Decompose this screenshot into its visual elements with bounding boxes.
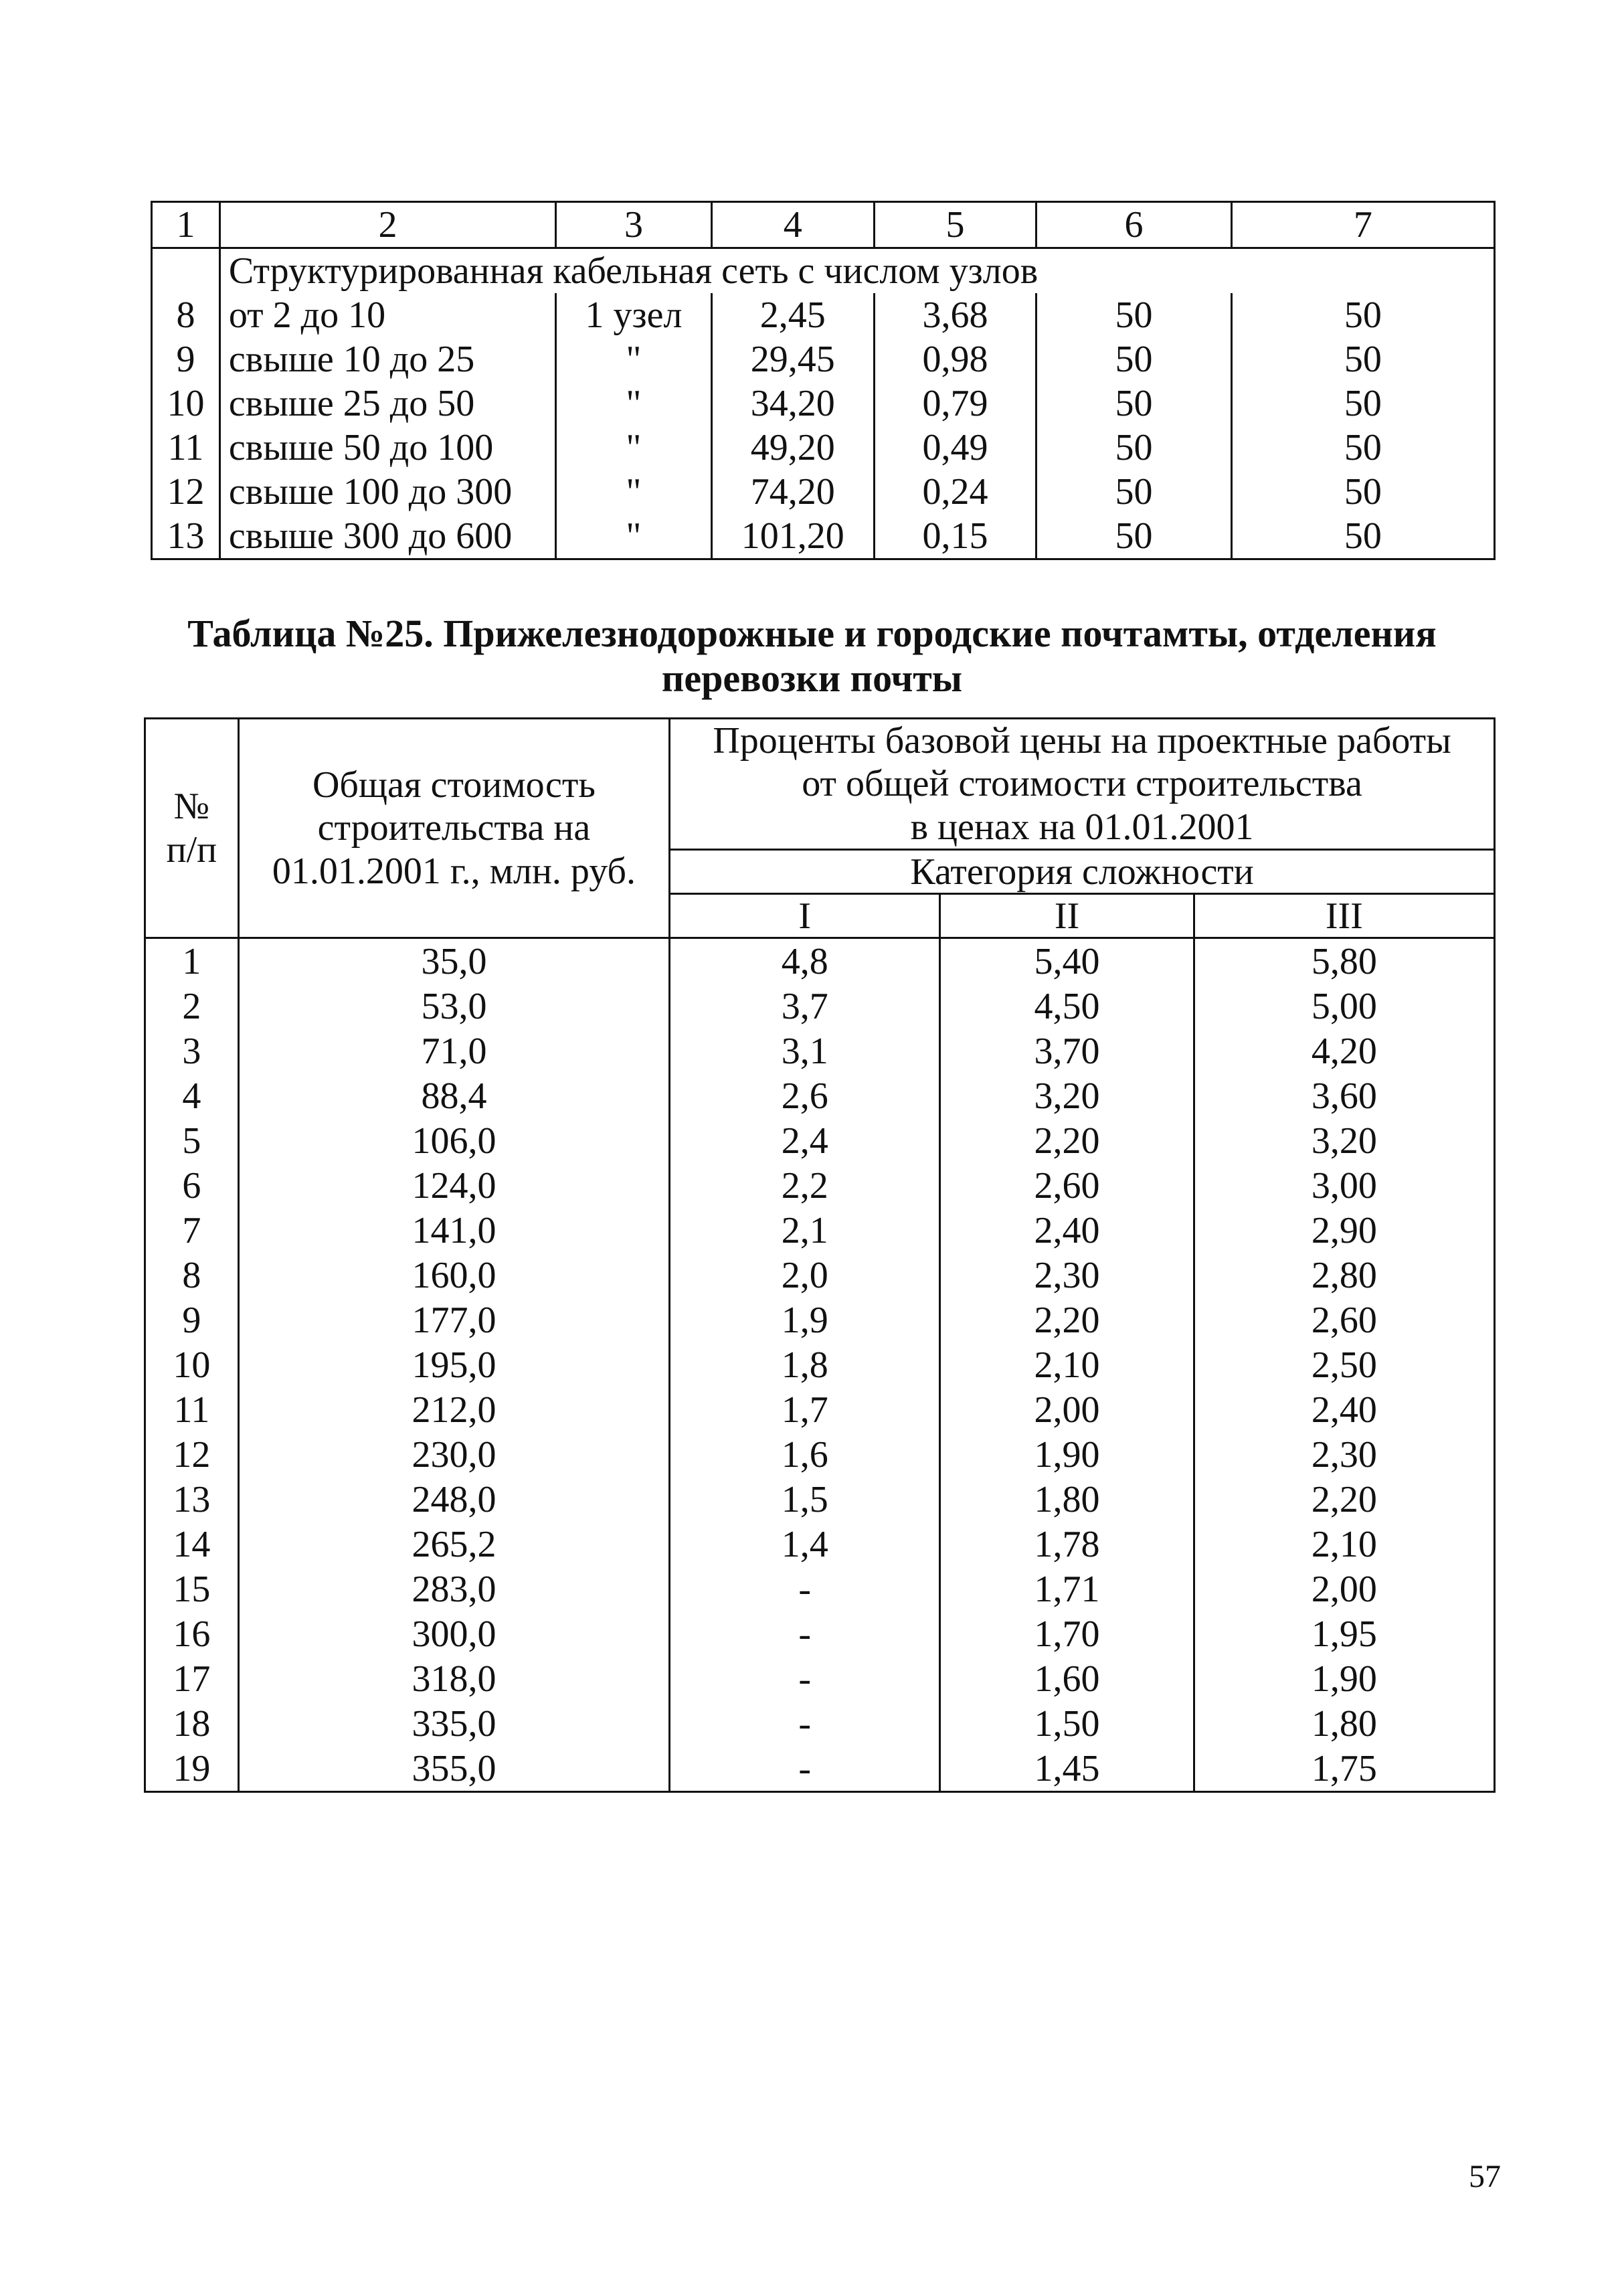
table-row <box>145 1253 1495 1298</box>
table-cell: 1,4 <box>670 1522 940 1567</box>
header-category-3: III <box>1194 894 1494 938</box>
table-cell: 124,0 <box>238 1163 669 1208</box>
header-cost-line-1: Общая стоимость <box>312 764 596 806</box>
table-title-line-1: Таблица №25. Прижелезнодорожные и городские почтамты, отделения <box>187 612 1437 655</box>
table-cell: 12 <box>152 470 220 514</box>
table-row <box>145 984 1495 1029</box>
table-cell: от 2 до 10 <box>219 293 555 337</box>
header-category-1: I <box>670 894 940 938</box>
table-cell: 1 узел <box>556 293 712 337</box>
table-cell: 335,0 <box>238 1701 669 1746</box>
table-cell: 9 <box>152 337 220 381</box>
table-cell: 212,0 <box>238 1387 669 1432</box>
table-cell: 2,10 <box>1194 1522 1494 1567</box>
header-cost-line-3: 01.01.2001 г., млн. руб. <box>272 850 636 892</box>
header-cost-line-2: строительства на <box>317 807 591 849</box>
table-cell: свыше 25 до 50 <box>219 381 555 426</box>
table-cell: 0,24 <box>874 470 1036 514</box>
header-percent-line-2: от общей стоимости строительства <box>802 763 1362 805</box>
table-cell: 50 <box>1036 293 1231 337</box>
table-cell: 35,0 <box>238 938 669 984</box>
table-cell: 7 <box>145 1208 239 1253</box>
table-cell: 1,50 <box>940 1701 1194 1746</box>
table-cell: 3,20 <box>1194 1118 1494 1163</box>
table-row <box>145 1701 1495 1746</box>
table-cell: 3,20 <box>940 1073 1194 1118</box>
table-cell: 18 <box>145 1701 239 1746</box>
table-row <box>145 1567 1495 1611</box>
table-cell: 1,75 <box>1194 1746 1494 1792</box>
table-row <box>152 381 1495 426</box>
table-cell: - <box>670 1656 940 1701</box>
table-cell: 141,0 <box>238 1208 669 1253</box>
table-cell: 8 <box>152 293 220 337</box>
table-row <box>145 1163 1495 1208</box>
table-cell: 177,0 <box>238 1298 669 1342</box>
table-cell: 3,00 <box>1194 1163 1494 1208</box>
table-row <box>145 1656 1495 1701</box>
table-cell: 1,7 <box>670 1387 940 1432</box>
table-cell: 1,80 <box>1194 1701 1494 1746</box>
table-cell: 14 <box>145 1522 239 1567</box>
table-cell: 8 <box>145 1253 239 1298</box>
table-cell: 195,0 <box>238 1342 669 1387</box>
table-cell: 2,30 <box>1194 1432 1494 1477</box>
table-cell: 6 <box>145 1163 239 1208</box>
table-cell: 50 <box>1036 337 1231 381</box>
table-cell: 2,00 <box>1194 1567 1494 1611</box>
table-cell: 4 <box>145 1073 239 1118</box>
table-cell: 2,60 <box>1194 1298 1494 1342</box>
col-num-7: 7 <box>1231 202 1494 248</box>
table-row <box>145 938 1495 984</box>
col-num-5: 5 <box>874 202 1036 248</box>
header-category-2: II <box>940 894 1194 938</box>
table-row <box>145 1387 1495 1432</box>
table-cell: 4,8 <box>670 938 940 984</box>
table-row <box>145 1477 1495 1522</box>
table-cell: 106,0 <box>238 1118 669 1163</box>
table-cell: 300,0 <box>238 1611 669 1656</box>
table-cell: 74,20 <box>711 470 874 514</box>
table-row <box>145 1029 1495 1073</box>
table-cell: 17 <box>145 1656 239 1701</box>
table-cell: - <box>670 1611 940 1656</box>
table-cell: 1,90 <box>1194 1656 1494 1701</box>
table-cell: 3,68 <box>874 293 1036 337</box>
table-cell: 53,0 <box>238 984 669 1029</box>
table-cell: 2,10 <box>940 1342 1194 1387</box>
table-cell: 2,40 <box>940 1208 1194 1253</box>
table-cell: 5 <box>145 1118 239 1163</box>
table-title-line-2: перевозки почты <box>661 656 963 700</box>
table-cell: 50 <box>1231 514 1494 559</box>
table-cell: 0,49 <box>874 426 1036 470</box>
table-cell: 1,70 <box>940 1611 1194 1656</box>
table-cell: 13 <box>145 1477 239 1522</box>
table-cell: 50 <box>1231 426 1494 470</box>
table-row <box>152 293 1495 337</box>
table-cell: 3,70 <box>940 1029 1194 1073</box>
column-number-row <box>152 202 1495 248</box>
table-cell: 12 <box>145 1432 239 1477</box>
table-cell: 50 <box>1231 470 1494 514</box>
table-cell: 3 <box>145 1029 239 1073</box>
table-row <box>145 1432 1495 1477</box>
table-cell: свыше 50 до 100 <box>219 426 555 470</box>
table-cell: 1,80 <box>940 1477 1194 1522</box>
table-cell: 19 <box>145 1746 239 1792</box>
table-cell: 50 <box>1036 470 1231 514</box>
header-percent-line-3: в ценах на 01.01.2001 <box>910 806 1254 848</box>
table-cell: 11 <box>152 426 220 470</box>
table-cell: 3,60 <box>1194 1073 1494 1118</box>
table-cell: 2,80 <box>1194 1253 1494 1298</box>
post-office-table <box>144 717 1496 1793</box>
table-cell: 50 <box>1231 293 1494 337</box>
header-number <box>145 719 239 938</box>
table-cell: 2,1 <box>670 1208 940 1253</box>
table-cell: 2,20 <box>1194 1477 1494 1522</box>
table-row <box>152 337 1495 381</box>
table-cell: 2,20 <box>940 1118 1194 1163</box>
table-cell: 318,0 <box>238 1656 669 1701</box>
table-row <box>145 1118 1495 1163</box>
header-cost <box>238 719 669 938</box>
table-cell: 0,79 <box>874 381 1036 426</box>
table-cell: 230,0 <box>238 1432 669 1477</box>
table-cell: 3,1 <box>670 1029 940 1073</box>
table-row <box>152 514 1495 559</box>
table-cell: 2,4 <box>670 1118 940 1163</box>
table-cell: 2,45 <box>711 293 874 337</box>
table-cell: 15 <box>145 1567 239 1611</box>
table-cell: 50 <box>1231 381 1494 426</box>
table-cell: 88,4 <box>238 1073 669 1118</box>
table-cell: 1,95 <box>1194 1611 1494 1656</box>
header-number-line-1: № <box>173 786 210 828</box>
table-cell: 29,45 <box>711 337 874 381</box>
table-cell: 1,90 <box>940 1432 1194 1477</box>
table-cell: 265,2 <box>238 1522 669 1567</box>
group-label: Структурированная кабельная сеть с числом узлов <box>219 248 1494 294</box>
table-cell: 2,90 <box>1194 1208 1494 1253</box>
table-cell: свыше 300 до 600 <box>219 514 555 559</box>
table-cell: 50 <box>1231 337 1494 381</box>
header-category: Категория сложности <box>670 850 1495 894</box>
table-cell: 2,00 <box>940 1387 1194 1432</box>
table-cell: 5,80 <box>1194 938 1494 984</box>
table-cell: 2,50 <box>1194 1342 1494 1387</box>
group-label-row <box>152 248 1495 294</box>
table-row <box>145 1746 1495 1792</box>
table-cell: 5,40 <box>940 938 1194 984</box>
header-percent <box>670 719 1495 850</box>
table-cell: 2,20 <box>940 1298 1194 1342</box>
table-cell: 50 <box>1036 426 1231 470</box>
table-cell: 2,60 <box>940 1163 1194 1208</box>
col-num-4: 4 <box>711 202 874 248</box>
table-cell: 71,0 <box>238 1029 669 1073</box>
col-num-6: 6 <box>1036 202 1231 248</box>
table-cell: 2,2 <box>670 1163 940 1208</box>
table-row <box>145 1208 1495 1253</box>
table-cell: 16 <box>145 1611 239 1656</box>
table-cell: 1,60 <box>940 1656 1194 1701</box>
table-cell: 2,0 <box>670 1253 940 1298</box>
table-cell: - <box>670 1567 940 1611</box>
table-cell: 10 <box>145 1342 239 1387</box>
table-cell: 3,7 <box>670 984 940 1029</box>
table-cell: 1,6 <box>670 1432 940 1477</box>
table-row <box>145 1298 1495 1342</box>
table-row <box>145 1342 1495 1387</box>
table-cell: 49,20 <box>711 426 874 470</box>
col-num-1: 1 <box>152 202 220 248</box>
table-cell: 2,30 <box>940 1253 1194 1298</box>
table-cell: 1,45 <box>940 1746 1194 1792</box>
table-cell: - <box>670 1746 940 1792</box>
table-cell: " <box>556 514 712 559</box>
table-cell: " <box>556 426 712 470</box>
table-row <box>152 426 1495 470</box>
table-cell: " <box>556 470 712 514</box>
table-cell: 2,40 <box>1194 1387 1494 1432</box>
table-cell: 283,0 <box>238 1567 669 1611</box>
table-row <box>152 470 1495 514</box>
table-cell: 160,0 <box>238 1253 669 1298</box>
table-cell: 1,5 <box>670 1477 940 1522</box>
table-cell: 10 <box>152 381 220 426</box>
table-cell: " <box>556 337 712 381</box>
table-cell: - <box>670 1701 940 1746</box>
table-cell: 50 <box>1036 381 1231 426</box>
table-cell: 11 <box>145 1387 239 1432</box>
table-cell: свыше 100 до 300 <box>219 470 555 514</box>
table-cell: 1,78 <box>940 1522 1194 1567</box>
table-cell: 101,20 <box>711 514 874 559</box>
table-cell: 1,9 <box>670 1298 940 1342</box>
page-number: 57 <box>1469 2159 1501 2194</box>
table-row <box>145 1522 1495 1567</box>
table-cell: 355,0 <box>238 1746 669 1792</box>
table-cell: 9 <box>145 1298 239 1342</box>
table-cell: 248,0 <box>238 1477 669 1522</box>
table-cell: 1 <box>145 938 239 984</box>
table-cell: " <box>556 381 712 426</box>
cabling-table <box>151 201 1496 560</box>
table-cell: 1,8 <box>670 1342 940 1387</box>
table-row <box>145 1073 1495 1118</box>
group-label-empty <box>152 248 220 294</box>
table-cell: 34,20 <box>711 381 874 426</box>
table-cell: 2 <box>145 984 239 1029</box>
table-cell: 1,71 <box>940 1567 1194 1611</box>
table-cell: свыше 10 до 25 <box>219 337 555 381</box>
table-cell: 13 <box>152 514 220 559</box>
table-cell: 4,20 <box>1194 1029 1494 1073</box>
table-cell: 2,6 <box>670 1073 940 1118</box>
table-cell: 5,00 <box>1194 984 1494 1029</box>
col-num-2: 2 <box>219 202 555 248</box>
table-cell: 50 <box>1036 514 1231 559</box>
header-percent-line-1: Проценты базовой цены на проектные работы <box>713 720 1451 762</box>
table-cell: 4,50 <box>940 984 1194 1029</box>
table-row <box>145 1611 1495 1656</box>
col-num-3: 3 <box>556 202 712 248</box>
table-cell: 0,98 <box>874 337 1036 381</box>
table-cell: 0,15 <box>874 514 1036 559</box>
header-number-line-2: п/п <box>166 828 217 871</box>
